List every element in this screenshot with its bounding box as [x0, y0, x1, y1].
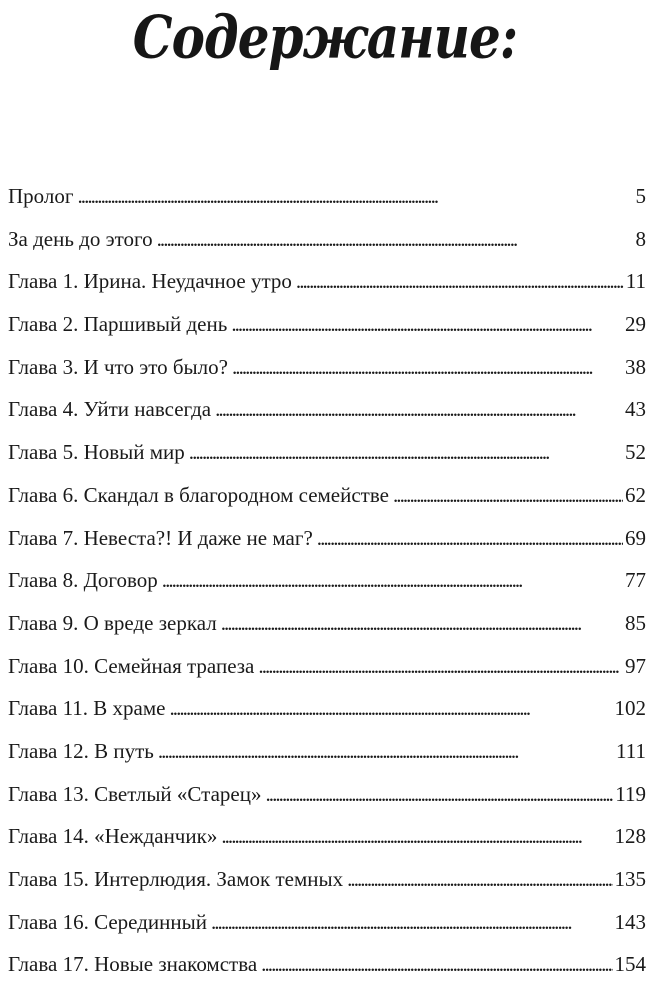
toc-entry	[8, 523, 646, 566]
toc-entry	[8, 736, 646, 779]
toc-entry	[8, 864, 646, 907]
dot-leader	[393, 480, 623, 510]
toc-entry-page-number: 52	[625, 440, 646, 465]
dot-leader	[317, 523, 623, 553]
dot-leader	[162, 565, 623, 595]
toc-entry	[8, 608, 646, 651]
page-title: Содержание:	[132, 2, 518, 72]
toc-entry	[8, 181, 646, 224]
toc-entry-title: Глава 5. Новый мир	[8, 440, 185, 465]
toc-entry	[8, 266, 646, 309]
dot-leader	[211, 907, 613, 937]
toc-entry-title: Глава 13. Светлый «Старец»	[8, 781, 262, 806]
toc-entry-page-number: 143	[614, 909, 646, 934]
toc-entry-title: Глава 16. Серединный	[8, 909, 207, 934]
toc-entry-title: Глава 17. Новые знакомства	[8, 952, 258, 977]
toc-entry	[8, 651, 646, 694]
toc-entry	[8, 224, 646, 267]
dot-leader	[231, 309, 623, 339]
toc-entry-page-number: 119	[615, 781, 646, 806]
toc-entry-page-number: 77	[625, 568, 646, 593]
dot-leader	[261, 949, 612, 979]
toc-entry-title: Глава 6. Скандал в благородном семействе	[8, 482, 389, 507]
toc-entry-title: Глава 3. И что это было?	[8, 354, 228, 379]
toc-entry-title: За день до этого	[8, 226, 153, 251]
dot-leader	[221, 608, 623, 638]
toc-entry	[8, 565, 646, 608]
toc-entry-page-number: 62	[625, 482, 646, 507]
toc-entry-title: Глава 2. Паршивый день	[8, 312, 228, 337]
dot-leader	[169, 693, 612, 723]
dot-leader	[347, 864, 612, 894]
toc-entry	[8, 821, 646, 864]
toc-entry	[8, 394, 646, 437]
toc-entry	[8, 779, 646, 822]
toc-entry-title: Глава 8. Договор	[8, 568, 158, 593]
toc-entry	[8, 309, 646, 352]
toc-entry-title: Глава 9. О вреде зеркал	[8, 610, 217, 635]
toc-list	[8, 181, 646, 992]
toc-entry-page-number: 85	[625, 610, 646, 635]
dot-leader	[258, 651, 623, 681]
dot-leader	[158, 736, 614, 766]
toc-entry-title: Глава 12. В путь	[8, 738, 154, 763]
toc-entry-page-number: 29	[625, 312, 646, 337]
toc-entry-page-number: 43	[625, 397, 646, 422]
toc-entry-title: Глава 14. «Нежданчик»	[8, 824, 218, 849]
toc-entry-page-number: 69	[625, 525, 646, 550]
dot-leader	[265, 779, 613, 809]
toc-entry-page-number: 135	[614, 867, 646, 891]
toc-entry	[8, 949, 646, 992]
toc-entry-page-number: 97	[625, 653, 646, 678]
toc-entry-page-number: 128	[614, 824, 646, 849]
toc-entry-page-number: 154	[614, 952, 646, 977]
toc-entry	[8, 437, 646, 480]
toc-entry-page-number: 111	[616, 738, 646, 763]
toc-entry-page-number: 5	[635, 184, 646, 208]
toc-entry	[8, 480, 646, 523]
toc-entry-title: Глава 15. Интерлюдия. Замок темных	[8, 867, 344, 891]
toc-entry	[8, 907, 646, 950]
dot-leader	[189, 437, 623, 467]
toc-entry-title: Глава 10. Семейная трапеза	[8, 653, 255, 678]
dot-leader	[157, 224, 634, 254]
toc-entry-page-number: 102	[614, 696, 646, 721]
toc-entry-title: Глава 7. Невеста?! И даже не маг?	[8, 525, 313, 550]
toc-entry	[8, 693, 646, 736]
dot-leader	[215, 394, 623, 424]
toc-entry-title: Глава 11. В храме	[8, 696, 166, 721]
toc-entry-title: Глава 4. Уйти навсегда	[8, 397, 212, 422]
toc-entry-title: Глава 1. Ирина. Неудачное утро	[8, 269, 292, 294]
toc-entry-page-number: 8	[635, 226, 646, 251]
toc-entry-page-number: 11	[625, 269, 646, 294]
dot-leader	[232, 352, 623, 382]
dot-leader	[296, 266, 624, 296]
dot-leader	[221, 821, 612, 851]
dot-leader	[77, 181, 633, 211]
toc-entry	[8, 352, 646, 395]
toc-entry-title: Пролог	[8, 184, 74, 208]
toc-entry-page-number: 38	[625, 354, 646, 379]
